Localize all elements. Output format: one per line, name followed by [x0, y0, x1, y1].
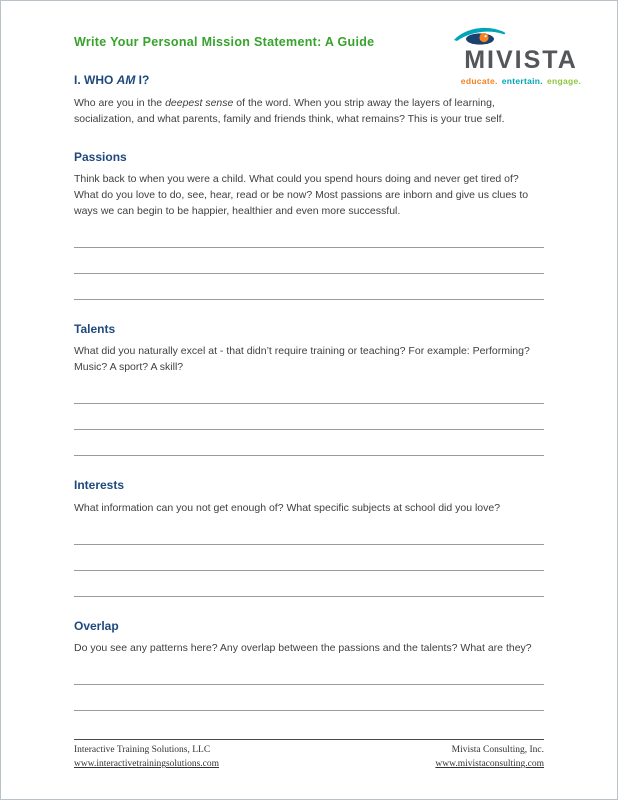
- heading-text-italic: AM: [116, 73, 136, 88]
- answer-line: [74, 378, 544, 404]
- section-overlap: [74, 597, 544, 711]
- section-heading-talents: Talents: [74, 321, 116, 336]
- footer: [74, 739, 544, 771]
- section-passions: [74, 128, 544, 300]
- logo-tagline: [461, 76, 581, 86]
- heading-text-start: I. WHO: [74, 73, 117, 88]
- eye-icon: [453, 23, 507, 47]
- paragraph-text-end: of the word. When you strip away the layers of learning, socialization, and what parents, family and friends think, what remains? This is your true self.: [74, 96, 505, 125]
- section-talents: [74, 300, 544, 456]
- footer-right-link[interactable]: www.mivistaconsulting.com: [435, 759, 544, 770]
- tagline-engage: engage.: [546, 76, 582, 86]
- tagline-entertain: entertain.: [501, 76, 543, 86]
- answer-line: [74, 248, 544, 274]
- answer-line: [74, 274, 544, 300]
- section-interests: [74, 456, 544, 596]
- overlap-answer-lines: [74, 659, 544, 711]
- footer-right-company: Mivista Consulting, Inc.: [451, 745, 544, 756]
- mivista-logo: [443, 23, 599, 86]
- page-title: Write Your Personal Mission Statement: A Guide: [74, 35, 375, 49]
- section-heading-passions: Passions: [74, 149, 127, 164]
- footer-left-company: Interactive Training Solutions, LLC: [74, 745, 211, 756]
- overlap-paragraph: Do you see any patterns here? Any overlap between the passions and the talents? What are they?: [74, 641, 532, 654]
- heading-text-end: I?: [135, 73, 150, 88]
- tagline-educate: educate.: [460, 76, 498, 86]
- interests-answer-lines: [74, 519, 544, 597]
- paragraph-text-start: Who are you in the: [74, 96, 166, 109]
- answer-line: [74, 519, 544, 545]
- talents-answer-lines: [74, 378, 544, 456]
- answer-line: [74, 222, 544, 248]
- section-heading-interests: Interests: [74, 478, 125, 493]
- answer-line: [74, 545, 544, 571]
- paragraph-text-italic: deepest sense: [165, 96, 234, 109]
- footer-right: [435, 744, 544, 771]
- answer-line: [74, 571, 544, 597]
- passions-answer-lines: [74, 222, 544, 300]
- answer-line: [74, 404, 544, 430]
- answer-line: [74, 659, 544, 685]
- passions-paragraph: Think back to when you were a child. What could you spend hours doing and never get tired of? What do you love to do, see, hear, read or be now? Most passions are inborn and give us clues to ways we can begin to be happier, healthier and even more successful.: [74, 173, 529, 217]
- section-heading-overlap: Overlap: [74, 618, 119, 633]
- who-am-i-paragraph: [74, 96, 544, 128]
- logo-brand-text: MIVISTA: [464, 46, 578, 74]
- answer-line: [74, 430, 544, 456]
- interests-paragraph: What information can you not get enough of? What specific subjects at school did you love?: [74, 501, 501, 514]
- answer-line: [74, 685, 544, 711]
- talents-paragraph: What did you naturally excel at - that didn’t require training or teaching? For example: Performing? Music? A sport? A skill?: [74, 345, 530, 374]
- footer-left-link[interactable]: www.interactivetrainingsolutions.com: [74, 759, 220, 770]
- footer-left: [74, 744, 219, 771]
